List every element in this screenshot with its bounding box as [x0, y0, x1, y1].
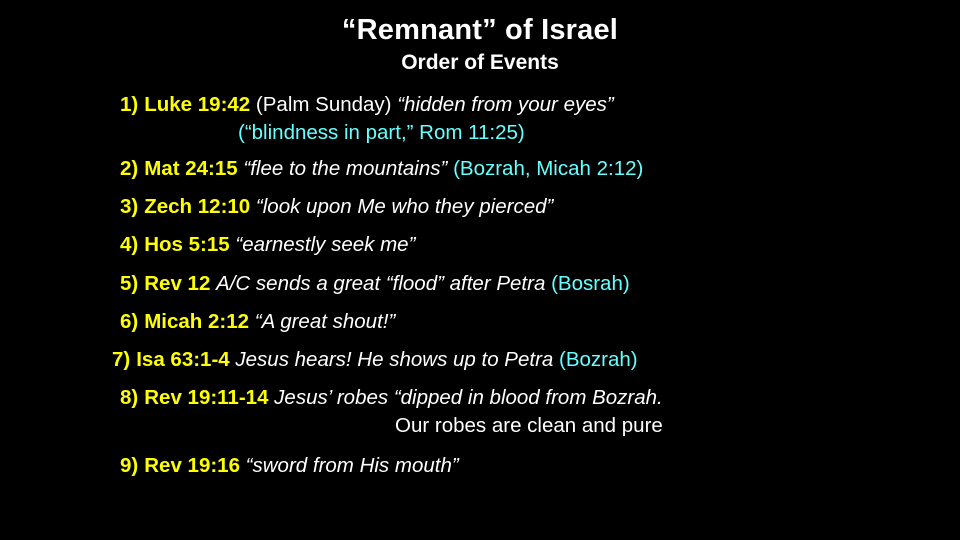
list-item-quote: A/C sends a great “flood” after Petra — [216, 271, 546, 295]
list-item-highlight: (Bosrah) — [551, 271, 630, 295]
list-item-number: 7) — [112, 348, 131, 372]
list-item-plain: (Palm Sunday) — [255, 92, 392, 116]
list-item-quote: “hidden from your eyes” — [397, 92, 614, 116]
list-item-reference: Luke 19:42 — [144, 92, 251, 116]
page-title: “Remnant” of Israel — [341, 14, 619, 46]
list-item-quote: “sword from His mouth” — [245, 453, 459, 477]
list-item-reference: Rev 19:11-14 — [144, 386, 269, 410]
list-item-number: 6) — [120, 309, 139, 333]
list-item-second-line: Our robes are clean and pure — [395, 413, 663, 437]
list-item-number: 1) — [120, 92, 139, 116]
list-item-reference: Rev 12 — [144, 271, 211, 295]
list-item-quote: “look upon Me who they pierced” — [255, 195, 554, 219]
list-item-quote: “A great shout!” — [254, 309, 396, 333]
page-subtitle: Order of Events — [401, 51, 559, 75]
list-item-second-line: (“blindness in part,” Rom 11:25) — [238, 120, 525, 144]
list-item — [112, 347, 932, 373]
list-item — [120, 232, 932, 258]
list-item-number: 8) — [120, 386, 139, 410]
list-item-quote: “earnestly seek me” — [235, 233, 416, 257]
list-item-reference: Hos 5:15 — [144, 233, 230, 257]
list-item-number: 3) — [120, 195, 139, 219]
list-item-reference: Zech 12:10 — [144, 195, 251, 219]
list-item — [120, 156, 932, 182]
list-item-number: 5) — [120, 271, 139, 295]
list-item-quote: Jesus hears! He shows up to Petra — [235, 348, 554, 372]
list-item-reference: Isa 63:1-4 — [136, 348, 230, 372]
list-item — [120, 453, 932, 479]
list-item-number: 2) — [120, 157, 139, 180]
events-list — [0, 92, 960, 480]
list-item — [120, 92, 932, 146]
title-block — [0, 0, 960, 76]
list-item-number: 9) — [120, 453, 139, 477]
list-item — [120, 194, 932, 220]
list-item-highlight: (Bozrah, Micah 2:12) — [453, 157, 644, 180]
list-item-quote: “flee to the mountains” — [243, 157, 448, 180]
list-item-number: 4) — [120, 233, 139, 257]
list-item — [120, 309, 932, 335]
list-item-reference: Rev 19:16 — [144, 453, 240, 477]
list-item-reference: Mat 24:15 — [144, 157, 238, 180]
list-item — [120, 385, 932, 438]
list-item — [120, 271, 932, 297]
list-item-highlight: (Bozrah) — [559, 348, 638, 372]
list-item-reference: Micah 2:12 — [144, 309, 250, 333]
list-item-quote: Jesus’ robes “dipped in blood from Bozrah. — [274, 386, 663, 410]
